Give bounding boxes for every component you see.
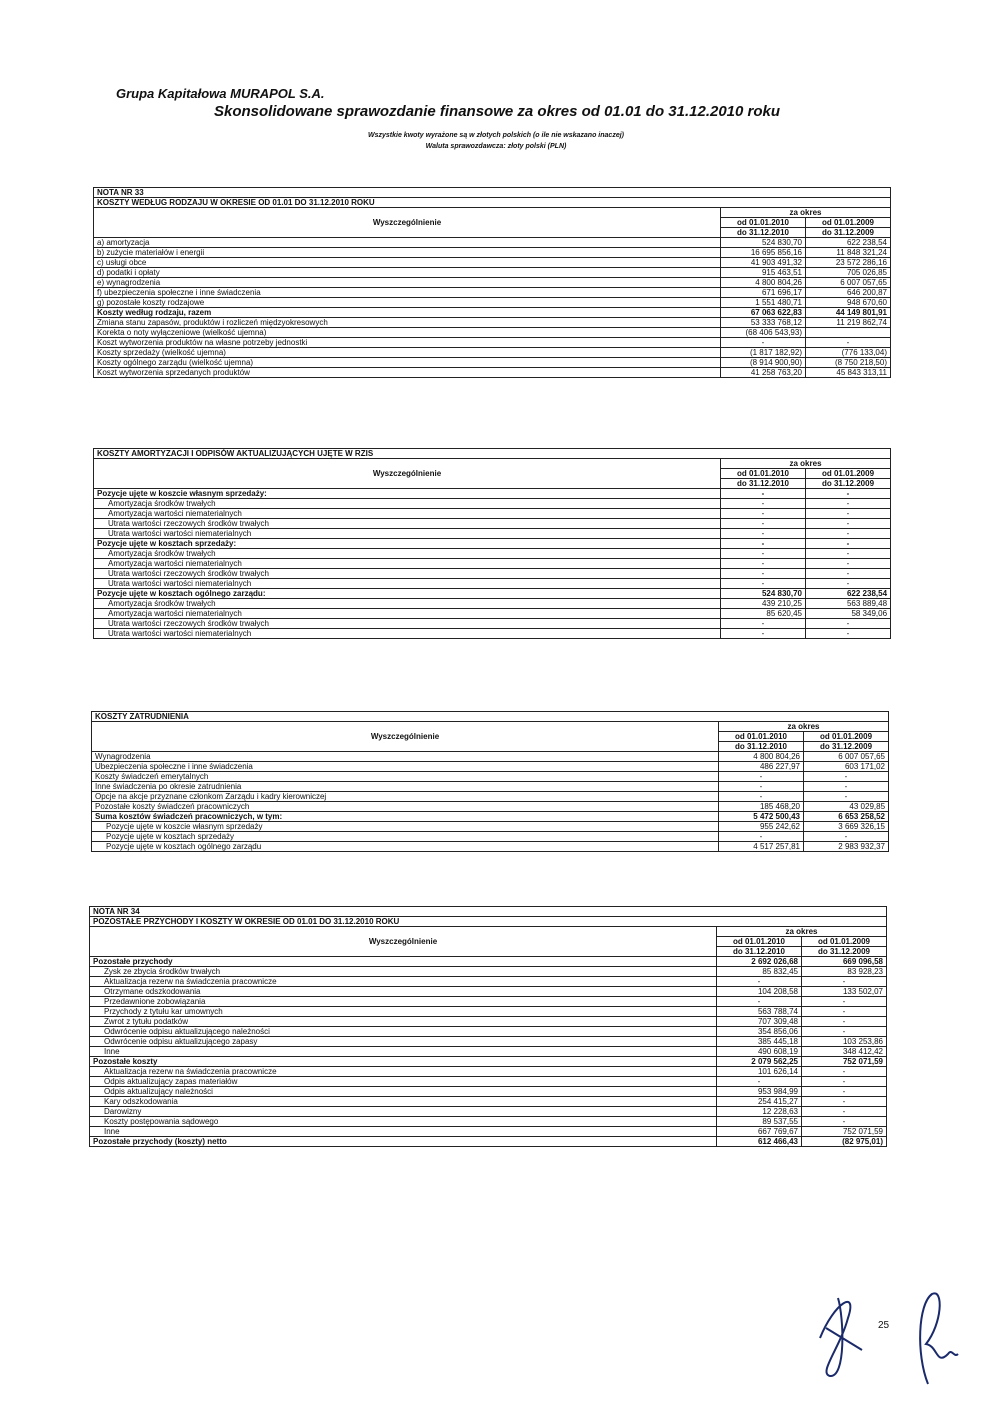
col2-from: od 01.01.2009: [804, 732, 889, 742]
row-label: Pozycje ujęte w kosztach ogólnego zarządu:: [94, 589, 721, 599]
table-row: [94, 599, 891, 609]
row-label: Zysk ze zbycia środków trwałych: [90, 967, 717, 977]
row-label: Aktualizacja rezerw na świadczenia pracownicze: [90, 977, 717, 987]
value-2010: 16 695 856,16: [721, 248, 806, 258]
table-row: [90, 957, 887, 967]
value-2010: -: [721, 509, 806, 519]
value-2010: (1 817 182,92): [721, 348, 806, 358]
table-row: [94, 318, 891, 328]
row-label: Pozostałe przychody: [90, 957, 717, 967]
col2-to: do 31.12.2009: [806, 479, 891, 489]
value-2009: 45 843 313,11: [806, 368, 891, 378]
row-label: Inne: [90, 1047, 717, 1057]
col1-to: do 31.12.2010: [719, 742, 804, 752]
table-row: [92, 802, 889, 812]
row-label: Pozostałe przychody (koszty) netto: [90, 1137, 717, 1147]
table-row: [92, 842, 889, 852]
table-row: [94, 338, 891, 348]
row-label: Przedawnione zobowiązania: [90, 997, 717, 1007]
value-2010: 5 472 500,43: [719, 812, 804, 822]
company-name: Grupa Kapitałowa MURAPOL S.A.: [116, 86, 325, 101]
row-label: Pozycje ujęte w koszcie własnym sprzedaży:: [94, 489, 721, 499]
row-label: Otrzymane odszkodowania: [90, 987, 717, 997]
row-label: Amortyzacja środków trwałych: [94, 499, 721, 509]
table-row: [94, 348, 891, 358]
col2-from: od 01.01.2009: [806, 218, 891, 228]
value-2010: -: [719, 792, 804, 802]
row-label: Utrata wartości wartości niematerialnych: [94, 579, 721, 589]
row-label: Odpis aktualizujący zapas materiałów: [90, 1077, 717, 1087]
row-label: Odwrócenie odpisu aktualizującego należności: [90, 1027, 717, 1037]
col2-to: do 31.12.2009: [804, 742, 889, 752]
value-2009: -: [802, 1007, 887, 1017]
value-2010: 486 227,97: [719, 762, 804, 772]
table-row: [90, 1027, 887, 1037]
value-2009: 622 238,54: [806, 238, 891, 248]
row-label: Utrata wartości wartości niematerialnych: [94, 629, 721, 639]
row-label: Koszty ogólnego zarządu (wielkość ujemna): [94, 358, 721, 368]
value-2009: -: [802, 1087, 887, 1097]
value-2009: -: [804, 782, 889, 792]
value-2010: 4 800 804,26: [719, 752, 804, 762]
note-number: NOTA NR 33: [94, 188, 891, 198]
value-2009: 603 171,02: [804, 762, 889, 772]
table-row: [90, 997, 887, 1007]
col1-from: od 01.01.2010: [719, 732, 804, 742]
row-label: Koszty według rodzaju, razem: [94, 308, 721, 318]
row-label: b) zużycie materiałów i energii: [94, 248, 721, 258]
row-label: Aktualizacja rezerw na świadczenia pracownicze: [90, 1067, 717, 1077]
col2-to: do 31.12.2009: [802, 947, 887, 957]
value-2010: -: [721, 338, 806, 348]
period-header: za okres: [721, 208, 891, 218]
value-2010: 53 333 768,12: [721, 318, 806, 328]
row-label: Amortyzacja wartości niematerialnych: [94, 559, 721, 569]
table-row: [90, 987, 887, 997]
table-row: [90, 1107, 887, 1117]
section-title: POZOSTAŁE PRZYCHODY I KOSZTY W OKRESIE OD 01.01 DO 31.12.2010 ROKU: [90, 917, 887, 927]
value-2010: 354 856,06: [717, 1027, 802, 1037]
value-2009: 752 071,59: [802, 1127, 887, 1137]
table-row: [92, 772, 889, 782]
value-2010: -: [721, 579, 806, 589]
row-label: Odpis aktualizujący należności: [90, 1087, 717, 1097]
col2-to: do 31.12.2009: [806, 228, 891, 238]
column-header-description: Wyszczególnienie: [94, 459, 721, 489]
value-2009: -: [802, 1017, 887, 1027]
table-row: [92, 752, 889, 762]
value-2009: [806, 328, 891, 338]
value-2009: -: [806, 549, 891, 559]
row-label: Utrata wartości wartości niematerialnych: [94, 529, 721, 539]
table-row: [94, 619, 891, 629]
row-label: Pozycje ujęte w kosztach ogólnego zarządu: [92, 842, 719, 852]
col2-from: od 01.01.2009: [806, 469, 891, 479]
row-label: c) usługi obce: [94, 258, 721, 268]
value-2010: -: [721, 619, 806, 629]
value-2009: 622 238,54: [806, 589, 891, 599]
table-row: [94, 569, 891, 579]
row-label: Koszty sprzedaży (wielkość ujemna): [94, 348, 721, 358]
row-label: Wynagrodzenia: [92, 752, 719, 762]
table-row: [94, 298, 891, 308]
value-2010: -: [719, 832, 804, 842]
row-label: Pozycje ujęte w kosztach sprzedaży: [92, 832, 719, 842]
value-2009: -: [802, 977, 887, 987]
value-2010: -: [721, 519, 806, 529]
value-2009: -: [806, 539, 891, 549]
row-label: f) ubezpieczenia społeczne i inne świadczenia: [94, 288, 721, 298]
row-label: Koszt wytworzenia sprzedanych produktów: [94, 368, 721, 378]
value-2010: -: [717, 977, 802, 987]
value-2009: -: [802, 1067, 887, 1077]
value-2010: 104 208,58: [717, 987, 802, 997]
row-label: d) podatki i opłaty: [94, 268, 721, 278]
table-row: [90, 977, 887, 987]
value-2009: 133 502,07: [802, 987, 887, 997]
value-2009: -: [806, 579, 891, 589]
table-row: [90, 1067, 887, 1077]
col1-from: od 01.01.2010: [721, 218, 806, 228]
row-label: Pozostałe koszty: [90, 1057, 717, 1067]
section-title: KOSZTY ZATRUDNIENIA: [92, 712, 889, 722]
row-label: a) amortyzacja: [94, 238, 721, 248]
table-row: [90, 1097, 887, 1107]
value-2010: 667 769,67: [717, 1127, 802, 1137]
value-2009: 11 219 862,74: [806, 318, 891, 328]
value-2010: 89 537,55: [717, 1117, 802, 1127]
value-2009: -: [802, 1107, 887, 1117]
value-2009: 6 007 057,65: [806, 278, 891, 288]
value-2009: 948 670,60: [806, 298, 891, 308]
page-number: 25: [878, 1320, 890, 1331]
table-row: [94, 489, 891, 499]
value-2009: 646 200,87: [806, 288, 891, 298]
table-row: [94, 248, 891, 258]
table-row: [94, 609, 891, 619]
row-label: Utrata wartości rzeczowych środków trwałych: [94, 569, 721, 579]
signature-1: [808, 1278, 868, 1382]
row-label: Pozostałe koszty świadczeń pracowniczych: [92, 802, 719, 812]
value-2009: 11 848 321,24: [806, 248, 891, 258]
value-2010: -: [721, 539, 806, 549]
period-header: za okres: [721, 459, 891, 469]
table-row: [90, 1037, 887, 1047]
value-2010: 2 079 562,25: [717, 1057, 802, 1067]
value-2010: -: [721, 489, 806, 499]
row-label: Korekta o noty wyłączeniowe (wielkość ujemna): [94, 328, 721, 338]
value-2010: 563 788,74: [717, 1007, 802, 1017]
table-row: [92, 782, 889, 792]
table-row: [90, 1017, 887, 1027]
value-2010: 85 832,45: [717, 967, 802, 977]
table-row: [92, 792, 889, 802]
value-2010: -: [721, 559, 806, 569]
note-number: NOTA NR 34: [90, 907, 887, 917]
table-row: [94, 268, 891, 278]
value-2010: 953 984,99: [717, 1087, 802, 1097]
value-2010: -: [719, 782, 804, 792]
value-2010: 254 415,27: [717, 1097, 802, 1107]
value-2009: -: [802, 1027, 887, 1037]
row-label: g) pozostałe koszty rodzajowe: [94, 298, 721, 308]
value-2010: 707 309,48: [717, 1017, 802, 1027]
table-row: [94, 579, 891, 589]
value-2009: -: [806, 509, 891, 519]
table-row: [94, 559, 891, 569]
table-row: [94, 368, 891, 378]
column-header-description: Wyszczególnienie: [92, 722, 719, 752]
value-2010: 12 228,63: [717, 1107, 802, 1117]
row-label: Amortyzacja środków trwałych: [94, 549, 721, 559]
value-2010: 612 466,43: [717, 1137, 802, 1147]
value-2009: 43 029,85: [804, 802, 889, 812]
value-2009: -: [804, 772, 889, 782]
value-2010: 524 830,70: [721, 589, 806, 599]
table-row: [94, 308, 891, 318]
value-2010: 41 903 491,32: [721, 258, 806, 268]
column-header-description: Wyszczególnienie: [90, 927, 717, 957]
row-label: Suma kosztów świadczeń pracowniczych, w tym:: [92, 812, 719, 822]
column-header-description: Wyszczególnienie: [94, 208, 721, 238]
value-2009: -: [806, 559, 891, 569]
value-2009: 6 653 258,52: [804, 812, 889, 822]
col1-from: od 01.01.2010: [717, 937, 802, 947]
value-2009: -: [802, 1117, 887, 1127]
value-2009: 3 669 326,15: [804, 822, 889, 832]
table-depreciation: [93, 448, 890, 639]
value-2010: 385 445,18: [717, 1037, 802, 1047]
row-label: Opcje na akcje przyznane członkom Zarządu i kadry kierowniczej: [92, 792, 719, 802]
table-row: [90, 1047, 887, 1057]
value-2009: 58 349,06: [806, 609, 891, 619]
row-label: Koszty postępowania sądowego: [90, 1117, 717, 1127]
value-2009: -: [806, 338, 891, 348]
col1-to: do 31.12.2010: [721, 479, 806, 489]
table-row: [94, 529, 891, 539]
value-2010: -: [721, 569, 806, 579]
value-2010: 2 692 026,68: [717, 957, 802, 967]
period-header: za okres: [717, 927, 887, 937]
row-label: e) wynagrodzenia: [94, 278, 721, 288]
value-2010: 67 063 622,83: [721, 308, 806, 318]
table-row: [94, 509, 891, 519]
table-employment-costs: [91, 711, 888, 852]
value-2009: 83 928,23: [802, 967, 887, 977]
value-2010: -: [721, 549, 806, 559]
section-title: KOSZTY AMORTYZACJI I ODPISÓW AKTUALIZUJĄCYCH UJĘTE W RZIS: [94, 449, 891, 459]
report-title: Skonsolidowane sprawozdanie finansowe za okres od 01.01 do 31.12.2010 roku: [214, 103, 781, 120]
row-label: Odwrócenie odpisu aktualizującego zapasy: [90, 1037, 717, 1047]
value-2009: -: [804, 792, 889, 802]
value-2009: -: [806, 489, 891, 499]
value-2009: 705 026,85: [806, 268, 891, 278]
value-2009: 563 889,48: [806, 599, 891, 609]
table-row: [90, 1087, 887, 1097]
value-2009: 2 983 932,37: [804, 842, 889, 852]
row-label: Amortyzacja środków trwałych: [94, 599, 721, 609]
table-row: [90, 967, 887, 977]
table-row: [94, 358, 891, 368]
table-row: [94, 278, 891, 288]
value-2009: -: [806, 629, 891, 639]
section-title: KOSZTY WEDŁUG RODZAJU W OKRESIE OD 01.01 DO 31.12.2010 ROKU: [94, 198, 891, 208]
row-label: Darowizny: [90, 1107, 717, 1117]
row-label: Inne świadczenia po okresie zatrudnienia: [92, 782, 719, 792]
row-label: Utrata wartości rzeczowych środków trwałych: [94, 619, 721, 629]
table-row: [90, 1117, 887, 1127]
value-2010: 4 517 257,81: [719, 842, 804, 852]
row-label: Zwrot z tytułu podatków: [90, 1017, 717, 1027]
value-2009: -: [806, 519, 891, 529]
currency-note: Wszystkie kwoty wyrażone są w złotych polskich (o ile nie wskazano inaczej): [368, 132, 624, 139]
table-other-income-costs: [89, 906, 886, 1147]
row-label: Inne: [90, 1127, 717, 1137]
table-row: [94, 519, 891, 529]
col2-from: od 01.01.2009: [802, 937, 887, 947]
value-2009: 669 096,58: [802, 957, 887, 967]
value-2009: 103 253,86: [802, 1037, 887, 1047]
value-2010: -: [721, 499, 806, 509]
row-label: Pozycje ujęte w kosztach sprzedaży:: [94, 539, 721, 549]
period-header: za okres: [719, 722, 889, 732]
value-2010: (8 914 900,90): [721, 358, 806, 368]
table-row: [94, 629, 891, 639]
value-2010: 490 608,19: [717, 1047, 802, 1057]
table-row: [94, 328, 891, 338]
value-2010: -: [717, 997, 802, 1007]
value-2010: 524 830,70: [721, 238, 806, 248]
row-label: Utrata wartości rzeczowych środków trwałych: [94, 519, 721, 529]
table-row: [90, 1057, 887, 1067]
value-2009: -: [804, 832, 889, 842]
value-2009: 6 007 057,65: [804, 752, 889, 762]
row-label: Amortyzacja wartości niematerialnych: [94, 509, 721, 519]
value-2009: (82 975,01): [802, 1137, 887, 1147]
row-label: Zmiana stanu zapasów, produktów i rozliczeń międzyokresowych: [94, 318, 721, 328]
col1-to: do 31.12.2010: [717, 947, 802, 957]
table-row: [90, 1137, 887, 1147]
value-2010: (68 406 543,93): [721, 328, 806, 338]
table-row: [92, 822, 889, 832]
value-2010: 185 468,20: [719, 802, 804, 812]
row-label: Przychody z tytułu kar umownych: [90, 1007, 717, 1017]
table-row: [94, 539, 891, 549]
value-2010: 41 258 763,20: [721, 368, 806, 378]
value-2009: 44 149 801,91: [806, 308, 891, 318]
value-2009: (776 133,04): [806, 348, 891, 358]
row-label: Ubezpieczenia społeczne i inne świadczenia: [92, 762, 719, 772]
value-2009: 752 071,59: [802, 1057, 887, 1067]
table-costs-by-type: [93, 187, 890, 378]
value-2009: -: [802, 997, 887, 1007]
value-2010: 671 696,17: [721, 288, 806, 298]
value-2010: -: [719, 772, 804, 782]
table-row: [94, 589, 891, 599]
value-2009: -: [806, 569, 891, 579]
table-row: [90, 1127, 887, 1137]
value-2010: 915 463,51: [721, 268, 806, 278]
table-row: [92, 762, 889, 772]
value-2010: -: [717, 1077, 802, 1087]
value-2009: (8 750 218,50): [806, 358, 891, 368]
value-2010: -: [721, 529, 806, 539]
reporting-currency-note: Waluta sprawozdawcza: złoty polski (PLN): [425, 143, 567, 150]
table-row: [90, 1007, 887, 1017]
value-2009: -: [802, 1097, 887, 1107]
col1-from: od 01.01.2010: [721, 469, 806, 479]
table-row: [94, 238, 891, 248]
signature-2: [908, 1284, 968, 1400]
value-2010: 101 626,14: [717, 1067, 802, 1077]
row-label: Kary odszkodowania: [90, 1097, 717, 1107]
value-2010: 439 210,25: [721, 599, 806, 609]
row-label: Koszt wytworzenia produktów na własne potrzeby jednostki: [94, 338, 721, 348]
value-2010: 955 242,62: [719, 822, 804, 832]
value-2009: -: [806, 499, 891, 509]
col1-to: do 31.12.2010: [721, 228, 806, 238]
row-label: Koszty świadczeń emerytalnych: [92, 772, 719, 782]
table-row: [94, 258, 891, 268]
table-row: [90, 1077, 887, 1087]
value-2009: -: [806, 619, 891, 629]
row-label: Pozycje ujęte w koszcie własnym sprzedaży: [92, 822, 719, 832]
value-2009: 348 412,42: [802, 1047, 887, 1057]
value-2009: 23 572 286,16: [806, 258, 891, 268]
table-row: [92, 812, 889, 822]
table-row: [94, 288, 891, 298]
value-2010: 1 551 480,71: [721, 298, 806, 308]
value-2010: 4 800 804,26: [721, 278, 806, 288]
table-row: [92, 832, 889, 842]
value-2010: 85 620,45: [721, 609, 806, 619]
table-row: [94, 549, 891, 559]
table-row: [94, 499, 891, 509]
value-2010: -: [721, 629, 806, 639]
row-label: Amortyzacja wartości niematerialnych: [94, 609, 721, 619]
value-2009: -: [802, 1077, 887, 1087]
value-2009: -: [806, 529, 891, 539]
